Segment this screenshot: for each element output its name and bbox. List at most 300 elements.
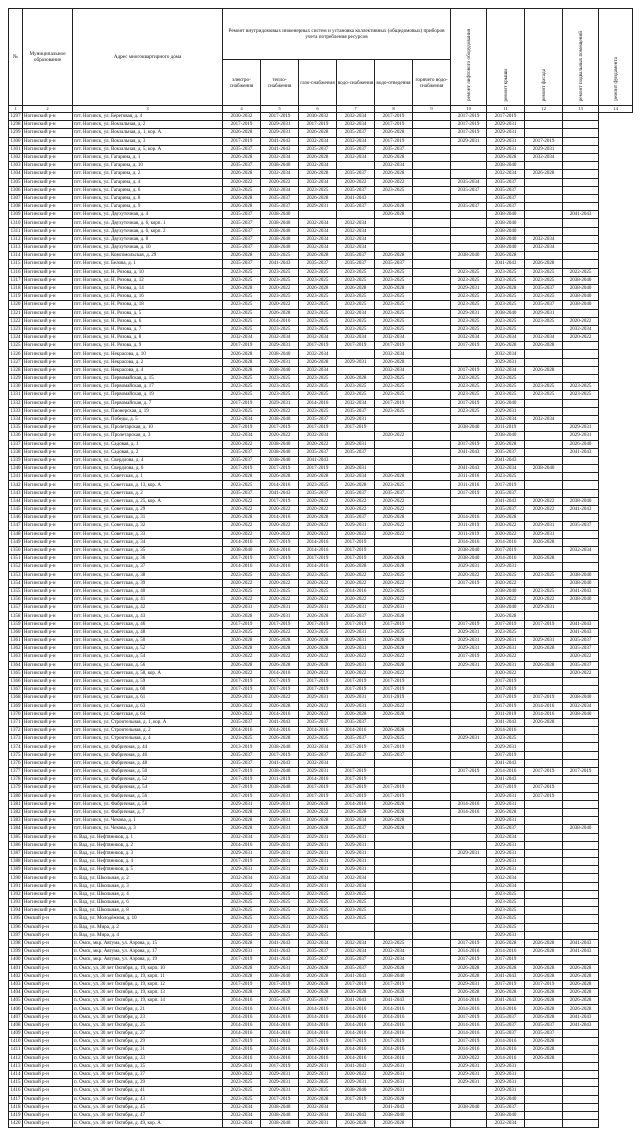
schedule-cell: 2026-2028 — [299, 129, 337, 137]
schedule-cell: 2020-2022 — [299, 530, 337, 538]
schedule-cell: 2038-2040 — [261, 366, 299, 374]
table-row — [9, 727, 633, 735]
row-number-cell: 1326 — [10, 351, 21, 357]
schedule-cell: 2017-2019 — [337, 546, 375, 554]
schedule-cell: 2017-2019 — [261, 538, 299, 546]
schedule-cell — [413, 620, 451, 628]
schedule-cell: 2032-2034 — [563, 325, 599, 333]
address-cell: п. Вад, ул. Школьная, д. 2 — [73, 874, 223, 882]
schedule-cell: 2017-2019 — [375, 121, 413, 129]
schedule-cell — [563, 407, 599, 415]
table-row — [9, 923, 633, 931]
schedule-cell: 2023-2025 — [223, 375, 261, 383]
row-number-cell: 1380 — [10, 793, 21, 799]
address-cell: пгт. Ногинск, ул. Фабричная, д. 48 — [73, 759, 223, 767]
schedule-cell: 2035-2034 — [451, 178, 487, 186]
schedule-cell — [413, 309, 451, 317]
schedule-cell: 2032-2034 — [299, 743, 337, 751]
schedule-cell — [337, 366, 375, 374]
schedule-cell: 2029-2031 — [487, 358, 525, 366]
schedule-cell: 2023-2025 — [261, 571, 299, 579]
schedule-cell: 2014-2016 — [451, 1046, 487, 1054]
schedule-cell: 2020-2022 — [261, 694, 299, 702]
schedule-cell: 2023-2025 — [525, 268, 563, 276]
schedule-cell: 2026-2028 — [525, 645, 563, 653]
schedule-cell — [525, 252, 563, 260]
schedule-cell — [525, 1111, 563, 1119]
schedule-cell: 2023-2025 — [451, 407, 487, 415]
address-cell: п. Вад, ул. Мира, д. 2 — [73, 923, 223, 931]
address-cell: пгт. Ногинск, ул. Вокзальная, д. 3 — [73, 137, 223, 145]
row-number-cell: 1312 — [10, 236, 21, 242]
schedule-cell: 2017-2019 — [261, 497, 299, 505]
schedule-cell — [413, 137, 451, 145]
schedule-cell: 2041-2043 — [261, 1038, 299, 1046]
row-number-cell: 1332 — [10, 400, 21, 406]
schedule-cell — [451, 677, 487, 685]
schedule-cell — [525, 923, 563, 931]
schedule-cell — [413, 587, 451, 595]
schedule-cell: 2032-2034 — [375, 334, 413, 342]
row-number-cell: 1370 — [10, 711, 21, 717]
header-sewer: водо-отведения — [375, 60, 413, 106]
row-number-cell: 1407 — [10, 1014, 21, 1020]
schedule-cell — [563, 137, 599, 145]
schedule-cell: 2023-2025 — [337, 276, 375, 284]
schedule-cell — [413, 800, 451, 808]
schedule-cell: 2020-2022 — [223, 882, 261, 890]
schedule-cell: 2026-2028 — [337, 989, 375, 997]
schedule-cell: 2017-2019 — [487, 980, 525, 988]
schedule-cell — [375, 776, 413, 784]
schedule-cell: 2026-2028 — [223, 645, 261, 653]
row-number-cell: 1355 — [10, 588, 21, 594]
schedule-cell: 2026-2028 — [525, 555, 563, 563]
schedule-cell: 2014-2016 — [299, 546, 337, 554]
row-number-cell: 1357 — [10, 605, 21, 611]
schedule-cell — [451, 244, 487, 252]
schedule-cell: 2035-2037 — [337, 252, 375, 260]
municipality-cell: Ногинский р-н — [23, 481, 73, 489]
schedule-cell: 2023-2025 — [375, 268, 413, 276]
schedule-cell: 2032-2034 — [375, 162, 413, 170]
schedule-cell — [451, 718, 487, 726]
header-electricity: электро-снабжения — [223, 60, 261, 106]
address-cell: пгт. Ногинск, ул. Чехова, д. 1 — [73, 817, 223, 825]
schedule-cell: 2017-2019 — [337, 1038, 375, 1046]
schedule-cell: 2038-2040 — [261, 244, 299, 252]
schedule-cell: 2023-2025 — [451, 317, 487, 325]
schedule-cell: 2023-2025 — [223, 1079, 261, 1087]
row-number-cell: 1372 — [10, 728, 21, 734]
schedule-cell: 2032-2034 — [223, 334, 261, 342]
schedule-cell: 2029-2031 — [487, 1070, 525, 1078]
municipality-cell: Ногинский р-н — [23, 137, 73, 145]
schedule-cell: 2026-2028 — [223, 194, 261, 202]
schedule-cell: 2017-2019 — [375, 399, 413, 407]
schedule-cell: 2014-2016 — [299, 563, 337, 571]
schedule-cell — [413, 317, 451, 325]
address-cell: пгт. Ногинск, ул. Н. Розова, д. 18 — [73, 301, 223, 309]
schedule-cell: 2035-2037 — [487, 1030, 525, 1038]
schedule-cell: 2029-2031 — [299, 1120, 337, 1128]
schedule-cell: 2029-2031 — [375, 1087, 413, 1095]
schedule-cell — [413, 514, 451, 522]
header-gas: газо-снабжения — [299, 60, 337, 106]
schedule-cell — [525, 956, 563, 964]
schedule-cell — [337, 456, 375, 464]
schedule-cell: 2029-2031 — [487, 129, 525, 137]
schedule-cell: 2017-2019 — [451, 768, 487, 776]
schedule-cell: 2029-2031 — [299, 841, 337, 849]
schedule-cell — [563, 342, 599, 350]
address-cell: пгт. Ногинск, ул. Н. Розова, д. 5 — [73, 309, 223, 317]
schedule-cell: 2023-2025 — [487, 571, 525, 579]
schedule-cell: 2029-2031 — [223, 866, 261, 874]
schedule-cell: 2023-2025 — [299, 571, 337, 579]
schedule-cell — [413, 432, 451, 440]
municipality-cell: Ногинский р-н — [23, 727, 73, 735]
schedule-cell: 2014-2016 — [261, 1054, 299, 1062]
address-cell: пгт. Ногинск, ул. Советская, д. 56 — [73, 661, 223, 669]
schedule-cell: 2017-2019 — [223, 677, 261, 685]
schedule-cell: 2020-2022 — [261, 530, 299, 538]
row-number-cell: 1386 — [10, 842, 21, 848]
schedule-cell: 2023-2025 — [337, 907, 375, 915]
schedule-cell — [451, 145, 487, 153]
schedule-cell — [413, 211, 451, 219]
schedule-cell: 2035-2037 — [261, 203, 299, 211]
schedule-cell — [413, 145, 451, 153]
schedule-cell: 2020-2022 — [261, 506, 299, 514]
address-cell: пгт. Ногинск, ул. Фабричная, д. 56 — [73, 792, 223, 800]
schedule-cell: 2026-2028 — [299, 645, 337, 653]
schedule-cell: 2026-2028 — [525, 1046, 563, 1054]
schedule-cell: 2023-2025 — [299, 890, 337, 898]
schedule-cell: 2035-2037 — [223, 145, 261, 153]
schedule-cell: 2029-2031 — [261, 612, 299, 620]
table-row — [9, 530, 633, 538]
schedule-cell: 2014-2016 — [487, 538, 525, 546]
schedule-cell — [451, 759, 487, 767]
address-cell: пгт. Ногинск, ул. Строительная, д. 2 — [73, 727, 223, 735]
header-water: водо-снабжения — [337, 60, 375, 106]
schedule-cell — [563, 1120, 599, 1128]
schedule-cell: 2038-2040 — [261, 162, 299, 170]
schedule-cell: 2023-2025 — [299, 301, 337, 309]
schedule-cell: 2032-2034 — [223, 833, 261, 841]
schedule-cell: 2023-2025 — [525, 276, 563, 284]
schedule-cell — [451, 784, 487, 792]
schedule-cell — [413, 718, 451, 726]
schedule-cell: 2041-2043 — [487, 972, 525, 980]
row-number-cell: 1417 — [10, 1096, 21, 1102]
table-row — [9, 497, 633, 505]
schedule-cell: 2032-2034 — [375, 366, 413, 374]
schedule-cell: 2020-2022 — [375, 702, 413, 710]
schedule-cell: 2032-2034 — [223, 874, 261, 882]
schedule-cell: 2014-2016 — [451, 997, 487, 1005]
schedule-cell: 2014-2016 — [299, 1005, 337, 1013]
schedule-cell: 2032-2034 — [337, 874, 375, 882]
schedule-cell: 2014-2016 — [261, 1046, 299, 1054]
schedule-cell: 2029-2031 — [487, 637, 525, 645]
schedule-cell: 2038-2040 — [451, 555, 487, 563]
schedule-cell: 2026-2028 — [375, 800, 413, 808]
schedule-cell — [525, 653, 563, 661]
schedule-cell — [413, 915, 451, 923]
schedule-cell: 2023-2025 — [261, 252, 299, 260]
municipality-cell: Ногинский р-н — [23, 415, 73, 423]
schedule-cell: 2029-2031 — [261, 121, 299, 129]
schedule-cell: 2032-2034 — [261, 170, 299, 178]
schedule-cell: 2026-2028 — [487, 514, 525, 522]
table-row — [9, 301, 633, 309]
schedule-cell — [563, 931, 599, 939]
schedule-cell — [563, 792, 599, 800]
schedule-cell: 2029-2031 — [451, 735, 487, 743]
schedule-cell: 2020-2022 — [487, 669, 525, 677]
schedule-cell: 2029-2031 — [451, 980, 487, 988]
schedule-cell — [525, 203, 563, 211]
schedule-cell: 2017-2019 — [337, 784, 375, 792]
schedule-cell: 2017-2019 — [223, 792, 261, 800]
row-number-cell: 1328 — [10, 367, 21, 373]
schedule-cell: 2032-2034 — [261, 186, 299, 194]
schedule-cell: 2023-2025 — [223, 383, 261, 391]
schedule-cell: 2026-2028 — [299, 1095, 337, 1103]
schedule-cell: 2032-2034 — [299, 1111, 337, 1119]
schedule-cell: 2020-2022 — [487, 653, 525, 661]
municipality-cell: Ногинский р-н — [23, 825, 73, 833]
schedule-cell: 2023-2025 — [337, 317, 375, 325]
municipality-cell: Ногинский р-н — [23, 227, 73, 235]
schedule-cell: 2026-2028 — [223, 964, 261, 972]
table-row — [9, 244, 633, 252]
schedule-cell: 2020-2022 — [487, 522, 525, 530]
schedule-cell: 2023-2025 — [451, 268, 487, 276]
municipality-cell: Ногинский р-н — [23, 153, 73, 161]
schedule-cell: 2020-2022 — [487, 596, 525, 604]
schedule-cell — [413, 407, 451, 415]
schedule-cell: 2029-2031 — [451, 137, 487, 145]
municipality-cell: Ногинский р-н — [23, 874, 73, 882]
schedule-cell — [563, 817, 599, 825]
schedule-cell — [525, 178, 563, 186]
schedule-cell: 2038-2040 — [487, 235, 525, 243]
schedule-cell: 2020-2022 — [337, 178, 375, 186]
municipality-cell: Ногинский р-н — [23, 694, 73, 702]
row-number-cell: 1396 — [10, 924, 21, 930]
schedule-cell — [563, 1046, 599, 1054]
schedule-cell — [413, 284, 451, 292]
schedule-cell: 2026-2028 — [337, 808, 375, 816]
schedule-cell: 2026-2028 — [337, 375, 375, 383]
schedule-cell: 2029-2031 — [487, 137, 525, 145]
schedule-cell: 2020-2022 — [261, 653, 299, 661]
schedule-cell: 2023-2025 — [223, 293, 261, 301]
schedule-cell: 2014-2016 — [299, 1054, 337, 1062]
table-row — [9, 276, 633, 284]
schedule-cell — [563, 1070, 599, 1078]
schedule-cell: 2029-2031 — [375, 604, 413, 612]
schedule-cell: 2020-2022 — [223, 440, 261, 448]
schedule-cell: 2023-2025 — [375, 186, 413, 194]
municipality-cell: Ногинский р-н — [23, 244, 73, 252]
schedule-cell: 2014-2016 — [299, 1021, 337, 1029]
schedule-cell: 2011-2019 — [487, 710, 525, 718]
municipality-cell: Ногинский р-н — [23, 661, 73, 669]
schedule-cell — [413, 383, 451, 391]
schedule-cell — [563, 473, 599, 481]
address-cell: пгт. Ногинск, ул. Советская, д. 42 — [73, 604, 223, 612]
table-row — [9, 956, 633, 964]
schedule-cell: 2029-2031 — [261, 800, 299, 808]
schedule-cell: 2023-2025 — [375, 735, 413, 743]
schedule-cell — [451, 931, 487, 939]
schedule-cell: 2041-2043 — [451, 448, 487, 456]
schedule-cell: 2041-2043 — [261, 260, 299, 268]
address-cell: пгт. Ногинск, ул. Фабричная, д. 54 — [73, 784, 223, 792]
row-number-cell: 1404 — [10, 990, 21, 996]
schedule-cell — [413, 997, 451, 1005]
schedule-cell: 2029-2031 — [525, 309, 563, 317]
municipality-cell: Ногинский р-н — [23, 276, 73, 284]
municipality-cell: Ногинский р-н — [23, 669, 73, 677]
schedule-cell: 2032-2034 — [337, 334, 375, 342]
schedule-cell: 2041-2043 — [487, 776, 525, 784]
schedule-cell — [563, 481, 599, 489]
schedule-cell: 2029-2031 — [337, 694, 375, 702]
municipality-cell: Ногинский р-н — [23, 620, 73, 628]
schedule-cell: 2017-2019 — [299, 784, 337, 792]
municipality-cell: Ногинский р-н — [23, 735, 73, 743]
municipality-cell: Ногинский р-н — [23, 792, 73, 800]
schedule-cell: 2032-2034 — [223, 415, 261, 423]
address-cell: пгт. Ногинск, ул. Первомайская, д. 15 — [73, 375, 223, 383]
schedule-cell: 2017-2019 — [337, 686, 375, 694]
schedule-cell: 2032-2034 — [563, 702, 599, 710]
row-number-cell: 1306 — [10, 187, 21, 193]
address-cell: п. Омск, ул. 30 лет Октября, д. 47 — [73, 1111, 223, 1119]
schedule-cell: 2014-2016 — [261, 317, 299, 325]
schedule-cell: 2023-2025 — [375, 293, 413, 301]
schedule-cell: 2038-2040 — [563, 571, 599, 579]
schedule-cell — [525, 833, 563, 841]
schedule-cell: 2029-2031 — [487, 1079, 525, 1087]
schedule-cell — [525, 1062, 563, 1070]
row-number-cell: 1361 — [10, 638, 21, 644]
schedule-cell: 2014-2016 — [375, 1013, 413, 1021]
schedule-cell: 2029-2031 — [487, 645, 525, 653]
schedule-cell: 2035-2037 — [451, 203, 487, 211]
schedule-cell: 2032-2034 — [299, 178, 337, 186]
schedule-cell: 2029-2031 — [337, 440, 375, 448]
schedule-cell: 2020-2022 — [299, 596, 337, 604]
schedule-cell: 2017-2019 — [525, 768, 563, 776]
schedule-cell: 2041-2043 — [261, 956, 299, 964]
schedule-cell: 2017-2019 — [337, 424, 375, 432]
schedule-cell: 2026-2028 — [299, 825, 337, 833]
schedule-cell: 2014-2016 — [487, 1054, 525, 1062]
schedule-cell: 2017-2019 — [451, 113, 487, 121]
schedule-cell — [525, 186, 563, 194]
address-cell: пгт. Ногинск, ул. Советская, д. 40 — [73, 587, 223, 595]
schedule-cell: 2017-2019 — [261, 465, 299, 473]
schedule-cell: 2017-2019 — [337, 342, 375, 350]
schedule-cell — [525, 489, 563, 497]
municipality-cell: Ногинский р-н — [23, 596, 73, 604]
schedule-cell: 2026-2028 — [299, 817, 337, 825]
address-cell: п. Омск, ул. 30 лет Октября, д. 45 — [73, 1103, 223, 1111]
schedule-cell: 2026-2028 — [223, 350, 261, 358]
schedule-cell: 2029-2031 — [487, 931, 525, 939]
table-row — [9, 989, 633, 997]
schedule-cell: 2020-2022 — [487, 530, 525, 538]
municipality-cell: Омский р-н — [23, 1103, 73, 1111]
schedule-cell: 2026-2028 — [375, 637, 413, 645]
municipality-cell: Омский р-н — [23, 1038, 73, 1046]
schedule-cell — [525, 546, 563, 554]
row-number-cell: 1316 — [10, 269, 21, 275]
schedule-cell: 2038-2040 — [337, 1087, 375, 1095]
address-cell: пгт. Ногинск, ул. Советская, д. 1 — [73, 473, 223, 481]
schedule-cell — [563, 186, 599, 194]
schedule-cell — [413, 825, 451, 833]
schedule-cell — [525, 325, 563, 333]
row-number-cell: 1313 — [10, 245, 21, 251]
schedule-cell — [451, 596, 487, 604]
schedule-cell — [451, 874, 487, 882]
address-cell: пгт. Ногинск, ул. Н. Розова, д. 9 — [73, 342, 223, 350]
schedule-cell: 2035-2037 — [375, 145, 413, 153]
schedule-cell — [563, 489, 599, 497]
column-number: 2 — [23, 106, 73, 113]
schedule-cell — [451, 211, 487, 219]
address-cell: пгт. Ногинск, ул. Победы, д. 5 — [73, 415, 223, 423]
address-cell: п. Омск, ул. 30 лет Октября, д. 27 — [73, 1030, 223, 1038]
schedule-cell — [375, 456, 413, 464]
schedule-cell: 2029-2031 — [525, 522, 563, 530]
table-row — [9, 980, 633, 988]
schedule-cell: 2041-2043 — [337, 1062, 375, 1070]
schedule-cell: 2017-2019 — [451, 366, 487, 374]
schedule-cell — [563, 833, 599, 841]
table-row — [9, 235, 633, 243]
municipality-cell: Ногинский р-н — [23, 833, 73, 841]
schedule-cell — [413, 1046, 451, 1054]
schedule-cell — [525, 808, 563, 816]
schedule-cell: 2014-2016 — [261, 1013, 299, 1021]
schedule-cell: 2023-2025 — [223, 186, 261, 194]
schedule-cell — [413, 1095, 451, 1103]
schedule-cell: 2023-2025 — [451, 325, 487, 333]
schedule-cell: 2020-2022 — [337, 571, 375, 579]
schedule-cell: 2017-2019 — [337, 555, 375, 563]
table-row — [9, 596, 633, 604]
schedule-cell: 2020-2022 — [261, 579, 299, 587]
row-number-cell: 1343 — [10, 490, 21, 496]
schedule-cell: 2026-2028 — [375, 1120, 413, 1128]
table-row — [9, 268, 633, 276]
row-number-cell: 1390 — [10, 875, 21, 881]
schedule-cell: 2029-2031 — [337, 1079, 375, 1087]
schedule-cell: 2017-2019 — [375, 137, 413, 145]
schedule-cell: 2023-2025 — [299, 587, 337, 595]
row-number-cell: 1352 — [10, 564, 21, 570]
table-row — [9, 792, 633, 800]
schedule-cell: 2023-2025 — [223, 276, 261, 284]
